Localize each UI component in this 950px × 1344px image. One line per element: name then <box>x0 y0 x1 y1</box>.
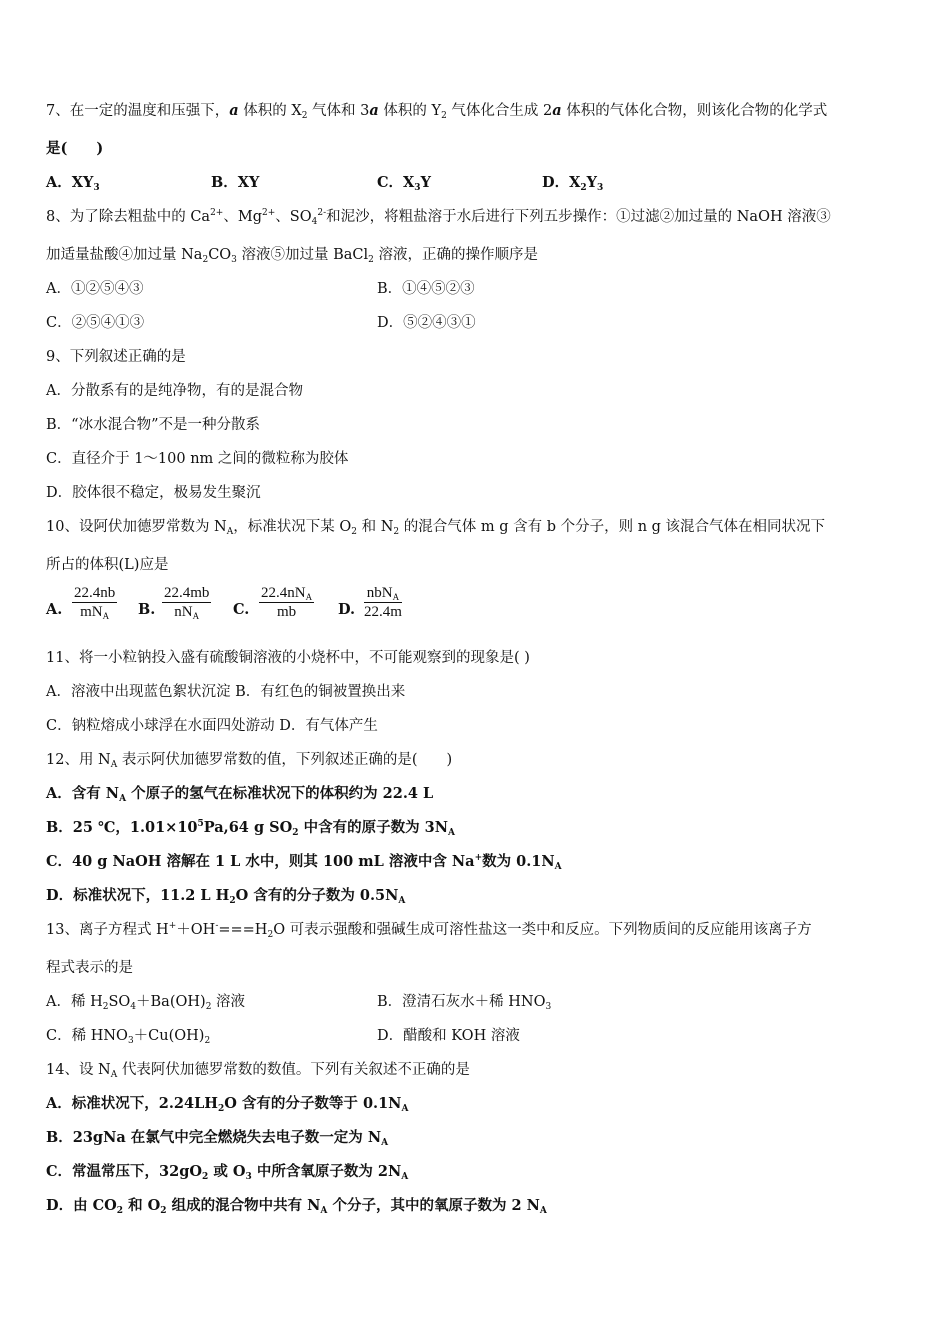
q10-option-b-denominator: $nN_A$ <box>174 604 200 621</box>
q12-stem: 12、用 $N_A$ 表示阿伏加德罗常数的值，下列叙述正确的是( ) <box>46 752 453 770</box>
q10-option-a-denominator: $mN_A$ <box>80 604 110 621</box>
q10-option-c-fraction <box>259 584 314 621</box>
q10-option-c-numerator: $22.4nN_A$ <box>261 585 313 602</box>
q8-option-b: B．①④⑤②③ <box>377 281 475 297</box>
q11-options-cd: C．钠粒熔成小球浮在水面四处游动 D．有气体产生 <box>46 718 378 734</box>
q10-option-d-denominator: 22.4m <box>364 604 402 620</box>
q8-stem-line2: 加适量盐酸④加过量 $Na_2CO_3$ 溶液⑤加过量 BaCl$_2$ 溶液，正确的操作顺序是 <box>46 247 538 265</box>
q13-option-c: C．稀 $HNO_3+Cu(OH)_2$ <box>46 1028 211 1046</box>
q13-stem-line1: 13、离子方程式 $H^++OH^-===H_2O$ 可表示强酸和强碱生成可溶性盐这一类中和反应。下列物质间的反应能用该离子方 <box>46 921 812 940</box>
q10-option-b-label: B. <box>138 601 156 618</box>
q14-stem: 14、设 $N_A$ 代表阿伏加德罗常数的数值。下列有关叙述不正确的是 <box>46 1062 470 1080</box>
q10-option-d-label: D. <box>338 601 356 618</box>
q10-stem-line2: 所占的体积(L)应是 <box>46 557 169 573</box>
q10-option-a-label: A. <box>46 601 63 618</box>
q10-option-c-denominator: mb <box>276 604 297 620</box>
q10-stem-line1: 10、设阿伏加德罗常数为 $N_A$，标准状况下某 $O_2$ 和 $N_2$ 的混合气体 m g 含有 b 个分子，则 n g 该混合气体在相同状况下 <box>46 519 826 537</box>
q7-stem-line1: 7、在一定的温度和压强下，a 体积的 $X_2$ 气体和 3a 体积的 $Y_2$ 气体化合生成 2a 体积的气体化合物，则该化合物的化学式 <box>46 102 828 121</box>
q14-option-d: D．由 $CO_2$ 和 $O_2$ 组成的混合物中共有 $N_A$ 个分子，其中的氧原子数为 2 $N_A$ <box>46 1197 547 1216</box>
q7-option-c: C．$X_3Y$ <box>377 174 431 193</box>
q8-option-a: A．①②⑤④③ <box>46 281 144 297</box>
q10-option-b-numerator: 22.4mb <box>164 585 210 601</box>
q10-option-d-fraction <box>364 584 402 621</box>
q13-option-d: D．醋酸和 KOH 溶液 <box>377 1028 520 1044</box>
q10-option-a-numerator: 22.4nb <box>74 585 116 601</box>
q8-option-d: D．⑤②④③① <box>377 315 476 331</box>
q14-option-b: B．23gNa 在氯气中完全燃烧失去电子数一定为 $N_A$ <box>46 1129 389 1148</box>
q14-option-c: C．常温常压下，$32gO_2$ 或 $O_3$ 中所含氧原子数为 $2N_A$ <box>46 1163 409 1182</box>
q7-option-b: B．XY <box>211 174 260 191</box>
q9-option-b: B．“冰水混合物”不是一种分散系 <box>46 417 260 433</box>
q10-option-a-fraction <box>72 584 117 621</box>
q13-option-a: A．稀 $H_2SO_4+Ba(OH)_2$ 溶液 <box>46 994 246 1012</box>
q12-option-d: D．标准状况下，11.2 L $H_2O$ 含有的分子数为 $0.5N_A$ <box>46 887 406 906</box>
q8-option-c: C．②⑤④①③ <box>46 315 145 331</box>
q9-option-c: C．直径介于 1～100 nm 之间的微粒称为胶体 <box>46 451 349 467</box>
q13-option-b: B．澄清石灰水＋稀 $HNO_3$ <box>377 994 552 1012</box>
q12-option-a: A．含有 $N_A$ 个原子的氢气在标准状况下的体积约为 22.4 L <box>46 785 434 804</box>
q9-stem: 9、下列叙述正确的是 <box>46 349 186 365</box>
q14-option-a: A．标准状况下，$2.24LH_2O$ 含有的分子数等于 $0.1N_A$ <box>46 1095 409 1114</box>
q8-stem-line1: 8、为了除去粗盐中的 $Ca^{2+}$、$Mg^{2+}$、$SO_4^{2-}$和泥沙，将粗盐溶于水后进行下列五步操作：①过滤②加过量的 NaOH 溶液③ <box>46 208 831 227</box>
q7-option-d: D．$X_2Y_3$ <box>542 174 604 193</box>
q7-stem-line2: 是( ) <box>46 140 104 157</box>
q9-option-a: A．分散系有的是纯净物，有的是混合物 <box>46 383 303 399</box>
q11-stem: 11、将一小粒钠投入盛有硫酸铜溶液的小烧杯中，不可能观察到的现象是( ) <box>46 650 530 666</box>
q13-stem-line2: 程式表示的是 <box>46 960 133 976</box>
q10-option-b-fraction <box>162 584 211 621</box>
q7-option-a: A．$XY_3$ <box>46 174 100 193</box>
q10-option-c-label: C. <box>233 601 250 618</box>
q11-options-ab: A．溶液中出现蓝色絮状沉淀 B．有红色的铜被置换出来 <box>46 684 406 700</box>
q12-option-c: C．40 g NaOH 溶解在 1 L 水中，则其 100 mL 溶液中含 Na+数为 $0.1N_A$ <box>46 853 562 872</box>
q12-option-b: B．25 ℃，$1.01\times 10^5Pa,64$ g $SO_2$ 中含有的原子数为 $3N_A$ <box>46 819 455 838</box>
q10-option-d-numerator: nbN$_A$ <box>364 584 402 603</box>
q9-option-d: D．胶体很不稳定，极易发生聚沉 <box>46 485 261 501</box>
